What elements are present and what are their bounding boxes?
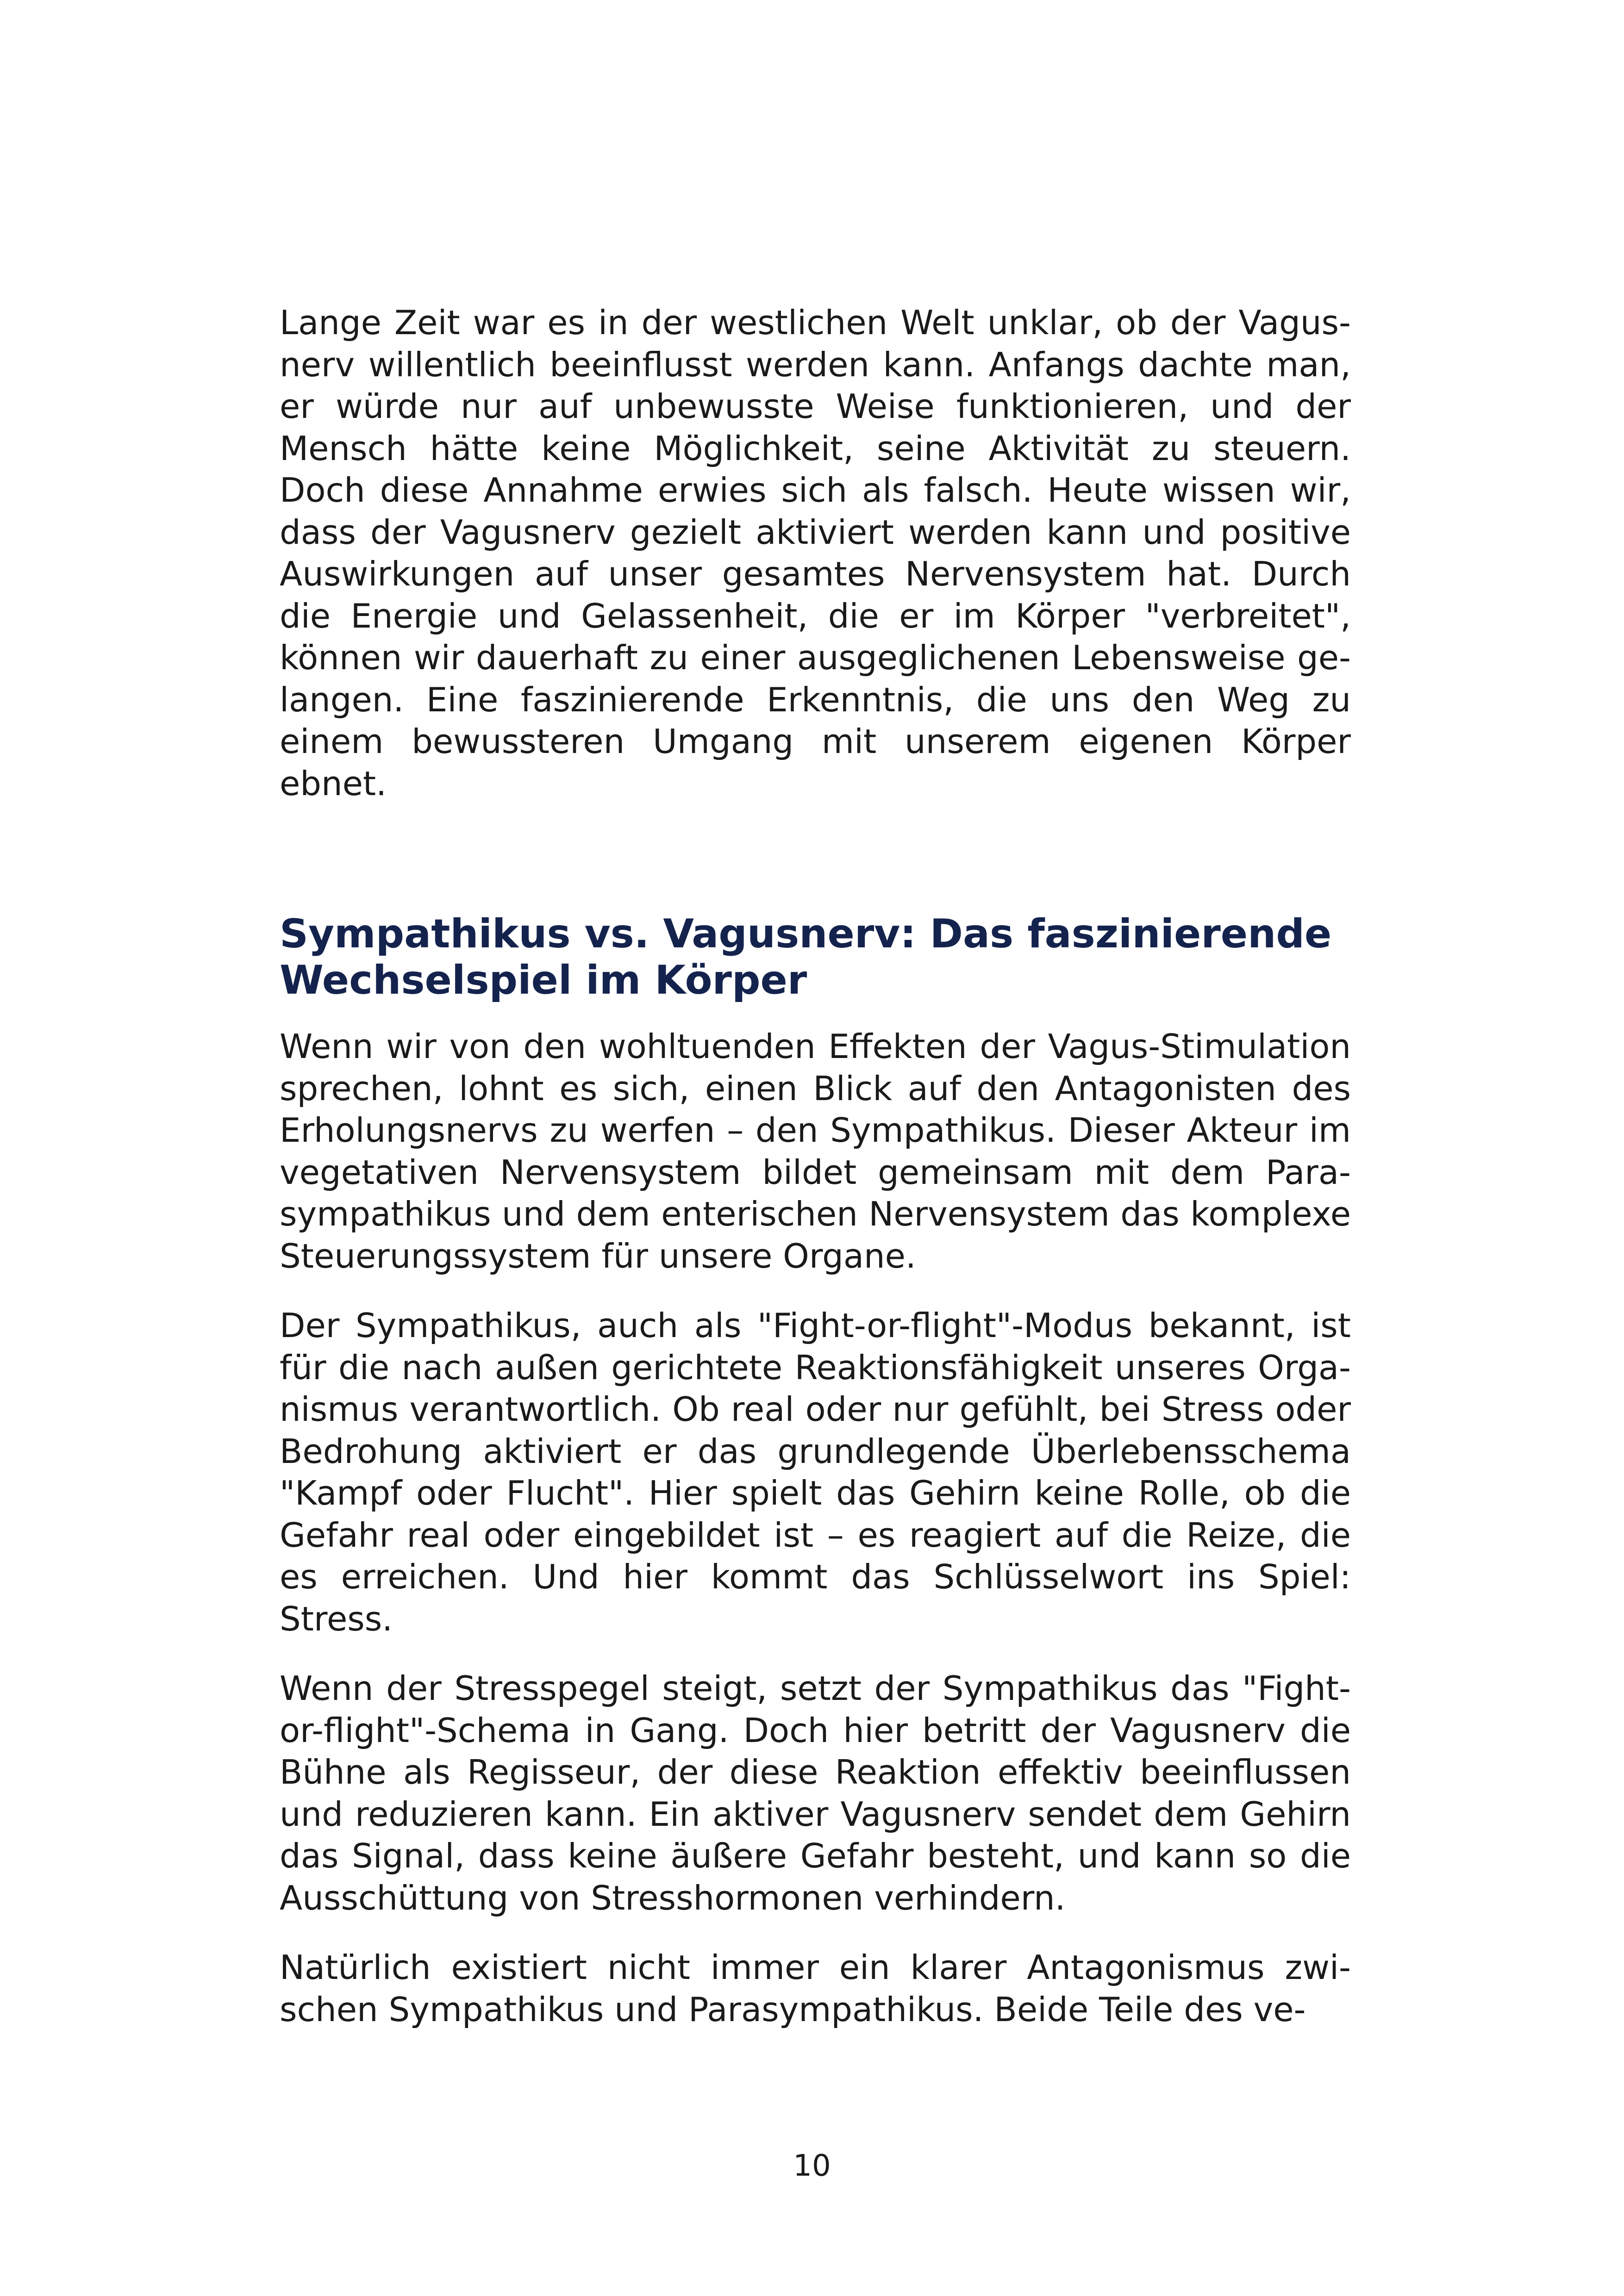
text-column	[280, 302, 1351, 2030]
body-paragraph-1: Wenn wir von den wohltuenden Effekten der Vagus-Stimulation sprechen, lohnt es sich, einen Blick auf den Antagonisten des Erholungsnervs zu werfen – den Sympathikus. Dieser Akteur im vegetativen Nervensystem bildet gemeinsam mit dem Parasympathikus und dem enterischen Nervensystem das komplexe Steuerungssystem für unsere Organe.	[280, 1027, 1351, 1276]
intro-paragraph: Lange Zeit war es in der westlichen Welt unklar, ob der Vagusnerv willentlich beeinflusst werden kann. Anfangs dachte man, er würde nur auf unbewusste Weise funktionieren, und der Mensch hätte keine Möglichkeit, seine Aktivität zu steuern. Doch diese Annahme erwies sich als falsch. Heute wissen wir, dass der Vagusnerv gezielt aktiviert werden kann und positive Auswirkungen auf unser gesamtes Nervensystem hat. Durch die Energie und Gelassenheit, die er im Körper "verbreitet", können wir dauerhaft zu einer ausgeglichenen Lebensweise gelangen. Eine faszinierende Erkenntnis, die uns den Weg zu einem bewussteren Umgang mit unserem eigenen Körper ebnet.	[280, 303, 1351, 803]
page-number: 10	[793, 2149, 831, 2183]
body-paragraph-2: Der Sympathikus, auch als "Fight-or-flight"-Modus bekannt, ist für die nach außen gerichtete Reaktionsfähigkeit unseres Organismus verantwortlich. Ob real oder nur gefühlt, bei Stress oder Bedrohung aktiviert er das grundlegende Überlebensschema "Kampf oder Flucht". Hier spielt das Gehirn keine Rolle, ob die Gefahr real oder eingebildet ist – es reagiert auf die Reize, die es erreichen. Und hier kommt das Schlüsselwort ins Spiel: Stress.	[280, 1306, 1351, 1638]
body-paragraph-4: Natürlich existiert nicht immer ein klarer Antagonismus zwischen Sympathikus und Parasympathikus. Beide Teile des ve-	[280, 1948, 1351, 2029]
section-heading: Sympathikus vs. Vagusnerv: Das faszinierende Wechselspiel im Körper	[280, 911, 1332, 1003]
body-paragraph-3: Wenn der Stresspegel steigt, setzt der Sympathikus das "Fight-or-flight"-Schema in Gang. Doch hier betritt der Vagusnerv die Bühne als Regisseur, der diese Reaktion effektiv beeinflussen und reduzieren kann. Ein aktiver Vagusnerv sendet dem Gehirn das Signal, dass keine äußere Gefahr besteht, und kann so die Ausschüttung von Stresshormonen verhindern.	[280, 1669, 1351, 1917]
